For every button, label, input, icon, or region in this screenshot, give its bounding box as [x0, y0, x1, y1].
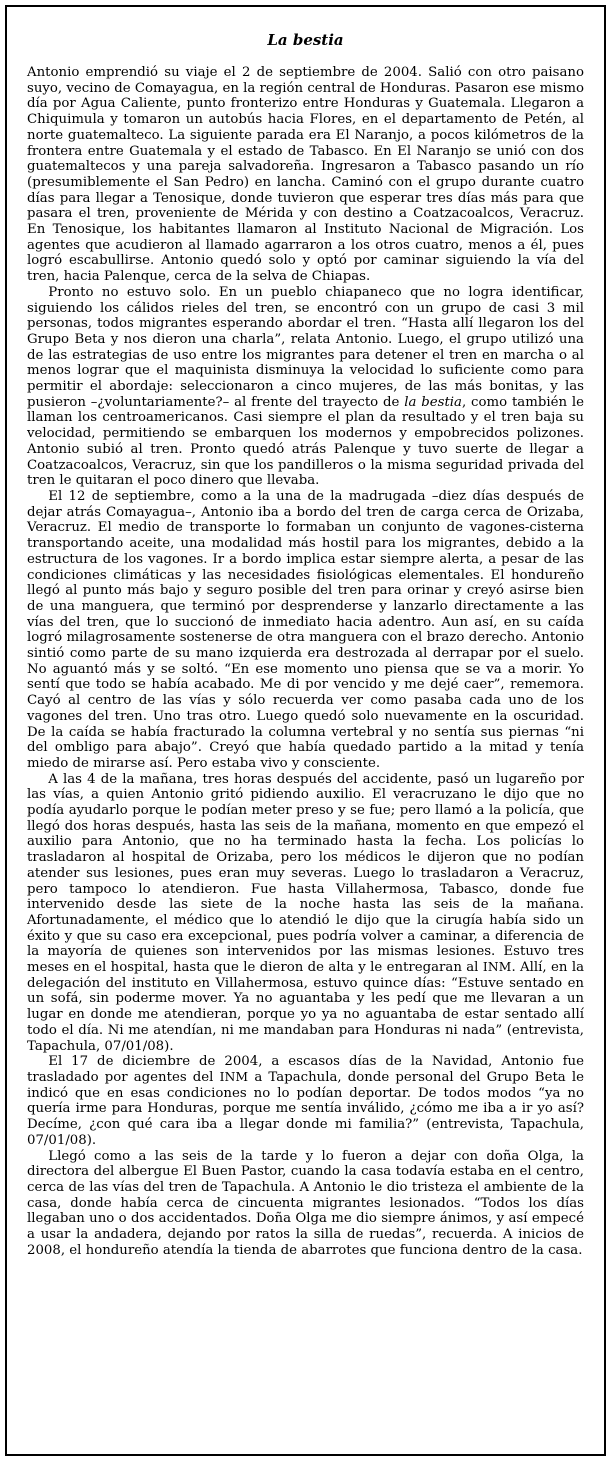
paragraph	[27, 1149, 584, 1259]
document-page	[5, 5, 606, 1456]
paragraph	[27, 285, 584, 489]
text-segment: la bestia	[404, 394, 462, 410]
text-segment: a Tapachula, donde personal del Grupo Beta le indicó que en esas condiciones no lo podían deportar. De todos modos “ya no quería irme para Honduras, porque me sentía inválido, ¿cómo me iba a ir yo así? Decíme, ¿con qué cara iba a llegar donde mi familia?” (entrevista, Tapachula, 07/01/08).	[27, 1070, 584, 1148]
paragraph	[27, 489, 584, 772]
text-segment: Pronto no estuvo solo. En un pueblo chiapaneco que no logra identificar, siguiendo los cálidos rieles del tren, se encontró con un grupo de casi 3 mil personas, todos migrantes esperando abordar el tren. “Hasta allí llegaron los del Grupo Beta y nos dieron una charla”, relata Antonio. Luego, el grupo utilizó una de las estrategias de uso entre los migrantes para detener el tren en marcha o al menos lograr que el maquinista disminuya la velocidad lo suficiente como para permitir el abordaje: seleccionaron a cinco mujeres, de las más bonitas, y las pusieron –¿voluntariamente?– al frente del trayecto de	[27, 284, 584, 410]
text-segment: Antonio emprendió su viaje el 2 de septiembre de 2004. Salió con otro paisano suyo, vecino de Comayagua, en la región central de Honduras. Pasaron ese mismo día por Agua Caliente, punto fronterizo entre Honduras y Guatemala. Llegaron a Chiquimula y tomaron un autobús hacia Flores, en el departamento de Petén, al norte guatemalteco. La siguiente parada era El Naranjo, a pocos kilómetros de la frontera entre Guatemala y el estado de Tabasco. En El Naranjo se unió con dos guatemaltecos y una pareja salvadoreña. Ingresaron a Tabasco pasando un río (presumiblemente el San Pedro) en lancha. Caminó con el grupo durante cuatro días para llegar a Tenosique, donde tuvieron que esperar tres días más para que pasara el tren, proveniente de Mérida y con destino a Coatzacoalcos, Veracruz. En Tenosique, los habitantes llamaron al Instituto Nacional de Migración. Los agentes que acudieron al llamado agarraron a los otros cuatro, menos a él, pues logró escabullirse. Antonio quedó solo y optó por caminar siguiendo la vía del tren, hacia Palenque, cerca de la selva de Chiapas.	[27, 65, 584, 285]
document-body	[27, 65, 584, 1258]
paragraph	[27, 772, 584, 1055]
text-segment: . Allí, en la delegación del instituto en Villahermosa, estuvo quince días: “Estuve sentado en un sofá, sin poderme mover. Ya no aguantaba y les pedí que me llevaran a un lugar en donde me atendieran, porque yo ya no aguantaba de estar sentado allí todo el día. Ni me atendían, ni me mandaban para Honduras ni nada” (entrevista, Tapachula, 07/01/08).	[27, 960, 584, 1054]
text-segment: Llegó como a las seis de la tarde y lo fueron a dejar con doña Olga, la directora del albergue El Buen Pastor, cuando la casa todavía estaba en el centro, cerca de las vías del tren de Tapachula. A Antonio le dio tristeza el ambiente de la casa, donde había cerca de cincuenta migrantes lesionados. “Todos los días llegaban uno o dos accidentados. Doña Olga me dio siempre ánimos, y así empecé a usar la andadera, dejando por ratos la silla de ruedas”, recuerda. A inicios de 2008, el hondureño atendía la tienda de abarrotes que funciona dentro de la casa.	[27, 1148, 584, 1258]
text-segment: A las 4 de la mañana, tres horas después del accidente, pasó un lugareño por las vías, a quien Antonio gritó pidiendo auxilio. El veracruzano le dijo que no podía ayudarlo porque le podían meter preso y se fue; pero llamó a la policía, que llegó dos horas después, hasta las seis de la mañana, momento en que empezó el auxilio para Antonio, que no ha terminado hasta la fecha. Los policías lo trasladaron al hospital de Orizaba, pero los médicos le dijeron que no podían atender sus lesiones, pues eran muy severas. Luego lo trasladaron a Veracruz, pero tampoco lo atendieron. Fue hasta Villahermosa, Tabasco, donde fue intervenido desde las siete de la noche hasta las seis de la mañana. Afortunadamente, el médico que lo atendió le dijo que la cirugía había sido un éxito y que su caso era excepcional, pues podría volver a caminar, a diferencia de la mayoría de quienes son intervenidos por las mismas lesiones. Estuvo tres meses en el hospital, hasta que le dieron de alta y le entregaran al	[27, 771, 584, 976]
text-segment: INM	[482, 960, 512, 975]
paragraph	[27, 65, 584, 285]
text-segment: El 17 de diciembre de 2004, a escasos días de la Navidad, Antonio fue trasladado por agentes del	[27, 1054, 584, 1085]
text-segment: , como también le llaman los centroamericanos. Casi siempre el plan da resultado y el tren baja su velocidad, permitiendo se embarquen los modernos y empobrecidos polizones. Antonio subió al tren. Pronto quedó atrás Palenque y tuvo suerte de llegar a Coatzacoalcos, Veracruz, sin que los pandilleros o la misma seguridad privada del tren le quitaran el poco dinero que llevaba.	[27, 394, 584, 489]
paragraph	[27, 1054, 584, 1148]
page-title: La bestia	[267, 31, 344, 49]
text-segment: El 12 de septiembre, como a la una de la madrugada –diez días después de dejar atrás Comayagua–, Antonio iba a bordo del tren de carga cerca de Orizaba, Veracruz. El medio de transporte lo formaban un conjunto de vagones-cisterna transportando aceite, una modalidad más hostil para los migrantes, debido a la estructura de los vagones. Ir a bordo implica estar siempre alerta, a pesar de las condiciones climáticas y las necesidades fisiológicas elementales. El hondureño llegó al punto más bajo y seguro posible del tren para orinar y creyó asirse bien de una manguera, que terminó por desprenderse y lanzarlo directamente a las vías del tren, que lo succionó de inmediato hacia adentro. Aun así, en su caída logró milagrosamente sostenerse de otra manguera con el brazo derecho. Antonio sintió como parte de su mano izquierda era destrozada al derrapar por el suelo. No aguantó más y se soltó. “En ese momento uno piensa que se va a morir. Yo sentí que todo se había acabado. Me di por vencido y me dejé caer”, rememora. Cayó al centro de las vías y sólo recuerda ver como pasaba cada uno de los vagones del tren. Uno tras otro. Luego quedó solo nuevamente en la oscuridad. De la caída se había fracturado la columna vertebral y no sentía sus piernas “ni del ombligo para abajo”. Creyó que había quedado partido a la mitad y tenía miedo de mirarse así. Pero estaba vivo y consciente.	[27, 488, 584, 771]
text-segment: INM	[219, 1070, 249, 1084]
